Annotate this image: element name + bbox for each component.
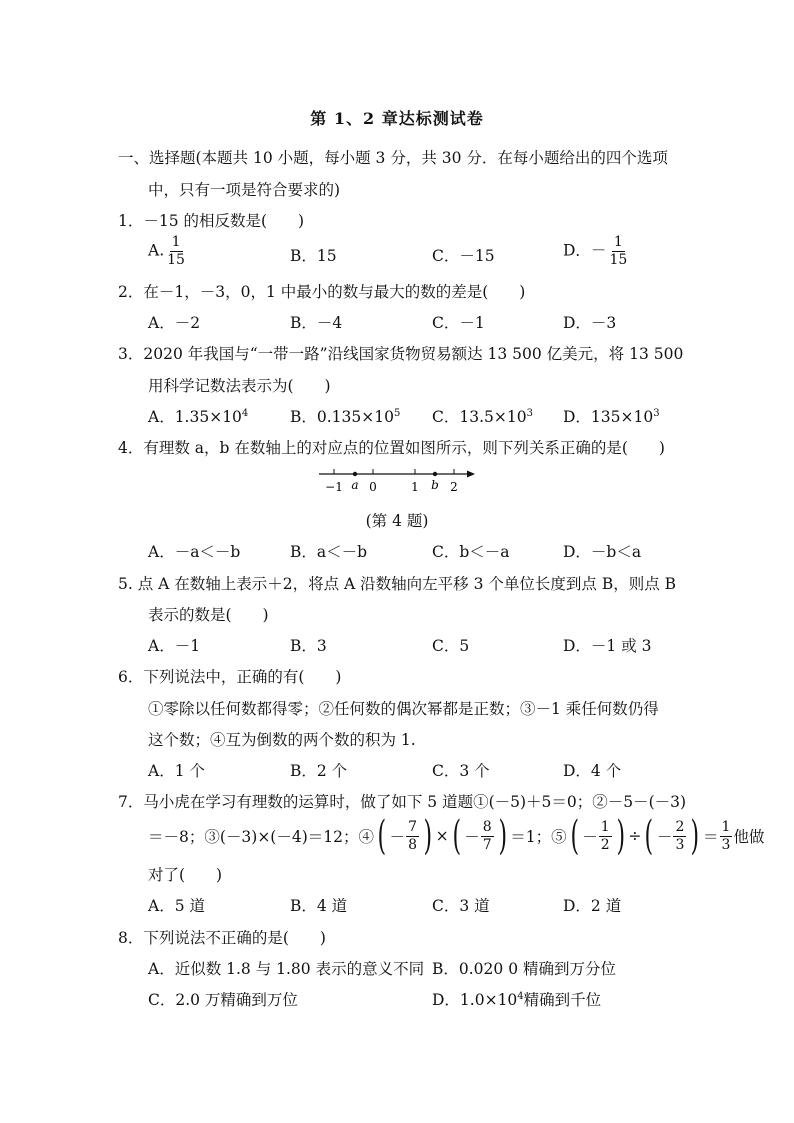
q4-option-a: A．－a＜－b — [148, 543, 241, 561]
q8-stem: 8．下列说法不正确的是( ) — [118, 929, 326, 947]
label-1: 1 — [411, 480, 419, 494]
q4-option-d: D．－b＜a — [563, 543, 642, 561]
q4-option-c: C．b＜－a — [432, 543, 510, 561]
q4-option-b: B．a＜－b — [290, 543, 368, 561]
q7-fraction-2-3: $\frac{2}{3}$ — [675, 818, 685, 853]
q2-option-c: C．－1 — [432, 314, 485, 332]
q2-option-a: A．－2 — [148, 314, 201, 332]
q6-option-b: B．2 个 — [290, 762, 348, 780]
figure-caption: (第 4 题) — [365, 512, 429, 530]
q7-fraction-7-8: $\frac{7}{8}$ — [408, 818, 418, 853]
point-a — [353, 472, 357, 476]
q6-detail-cont: 这个数；④互为倒数的两个数的积为 1. — [148, 731, 416, 749]
q7-stem-end: 对了( ) — [148, 866, 223, 884]
q3-option-a: A．$1.35\times 10^4$ — [148, 408, 249, 426]
q1-option-d: D．－ $\frac{1}{15}$ — [563, 234, 628, 268]
q8-option-c: C．2.0 万精确到万位 — [148, 991, 298, 1009]
q5-stem: 5. 点 A 在数轴上表示＋2，将点 A 沿数轴向左平移 3 个单位长度到点 B，则点 B — [118, 575, 677, 593]
page-title: 第 1、2 章达标测试卷 — [310, 109, 484, 128]
q8-option-d: D．$1.0\times 10^4$精确到千位 — [432, 991, 602, 1009]
q7-option-d: D．2 道 — [563, 897, 622, 915]
q6-option-c: C．3 个 — [432, 762, 490, 780]
q6-stem: 6．下列说法中，正确的有( ) — [118, 668, 342, 686]
q6-option-d: D．4 个 — [563, 762, 622, 780]
q2-option-b: B．－4 — [290, 314, 343, 332]
q7-fraction-1-2: $\frac{1}{2}$ — [600, 818, 610, 853]
section-heading: 一、选择题(本题共 10 小题，每小题 3 分，共 30 分．在每小题给出的四个选项 — [118, 149, 668, 167]
q7-option-c: C．3 道 — [432, 897, 490, 915]
q6-detail: ①零除以任何数都得零；②任何数的偶次幂都是正数；③－1 乘任何数仍得 — [148, 700, 659, 718]
q2-stem: 2．在－1，－3，0，1 中最小的数与最大的数的差是( ) — [118, 283, 526, 301]
q4-stem: 4．有理数 a，b 在数轴上的对应点的位置如图所示，则下列关系正确的是( ) — [118, 439, 665, 457]
q1-a-fraction: $\frac{1}{15}$ — [167, 234, 185, 268]
q1-stem: 1．－15 的相反数是( ) — [118, 212, 305, 230]
label-minus-1: −1 — [325, 480, 343, 494]
q3-stem: 3．2020 年我国与“一带一路”沿线国家货物贸易额达 13 500 亿美元，将 13 500 — [118, 345, 684, 363]
q1-d-fraction: $\frac{1}{15}$ — [609, 234, 628, 268]
q5-option-a: A．－1 — [148, 637, 201, 655]
q5-option-b: B．3 — [290, 637, 327, 655]
section-heading-cont: 中，只有一项是符合要求的) — [148, 181, 341, 199]
q3-option-d: D．$135\times 10^3$ — [563, 408, 660, 426]
q5-stem-cont: 表示的数是( ) — [148, 606, 269, 624]
q3-option-c: C．$13.5\times 10^3$ — [432, 408, 533, 426]
q7-option-b: B．4 道 — [290, 897, 348, 915]
q5-option-d: D．－1 或 3 — [563, 637, 652, 655]
q8-option-a: A．近似数 1.8 与 1.80 表示的意义不同 — [148, 960, 425, 978]
q2-option-d: D．－3 — [563, 314, 617, 332]
q7-option-a: A．5 道 — [148, 897, 205, 915]
q7-fraction-1-3: $\frac{1}{3}$ — [721, 818, 731, 853]
label-a: a — [351, 478, 359, 492]
q6-option-a: A．1 个 — [148, 762, 205, 780]
label-2: 2 — [450, 480, 458, 494]
number-line-figure — [315, 462, 480, 498]
label-b: b — [431, 478, 439, 492]
q7-fraction-8-7: $\frac{8}{7}$ — [482, 818, 492, 853]
q3-stem-cont: 用科学记数法表示为( ) — [148, 377, 331, 395]
label-0: 0 — [369, 480, 377, 494]
number-line-arrow — [467, 471, 475, 478]
q8-option-b: B．0.020 0 精确到万分位 — [432, 960, 616, 978]
q1-option-b: B．15 — [290, 247, 337, 265]
q3-option-b: B．$0.135\times 10^5$ — [290, 408, 401, 426]
q1-option-c: C．－15 — [432, 247, 495, 265]
point-b — [433, 472, 437, 476]
q7-stem-expressions: ＝－8；③(－3)×(－4)＝12；④ ( － $\frac{7}{8}$ ) × ( － $\frac{8}{7}$ ) ＝1；⑤ ( － $\frac{1}{2}$ ) ÷ ( － $\frac{2}{3}$ ) ＝ $\frac{1}{3}$ 他做 — [148, 813, 765, 859]
q5-option-c: C．5 — [432, 637, 470, 655]
q1-option-a: A. $\frac{1}{15}$ — [148, 234, 185, 268]
q7-stem: 7．马小虎在学习有理数的运算时，做了如下 5 道题①(－5)＋5＝0；②－5－(－3) — [118, 793, 687, 811]
